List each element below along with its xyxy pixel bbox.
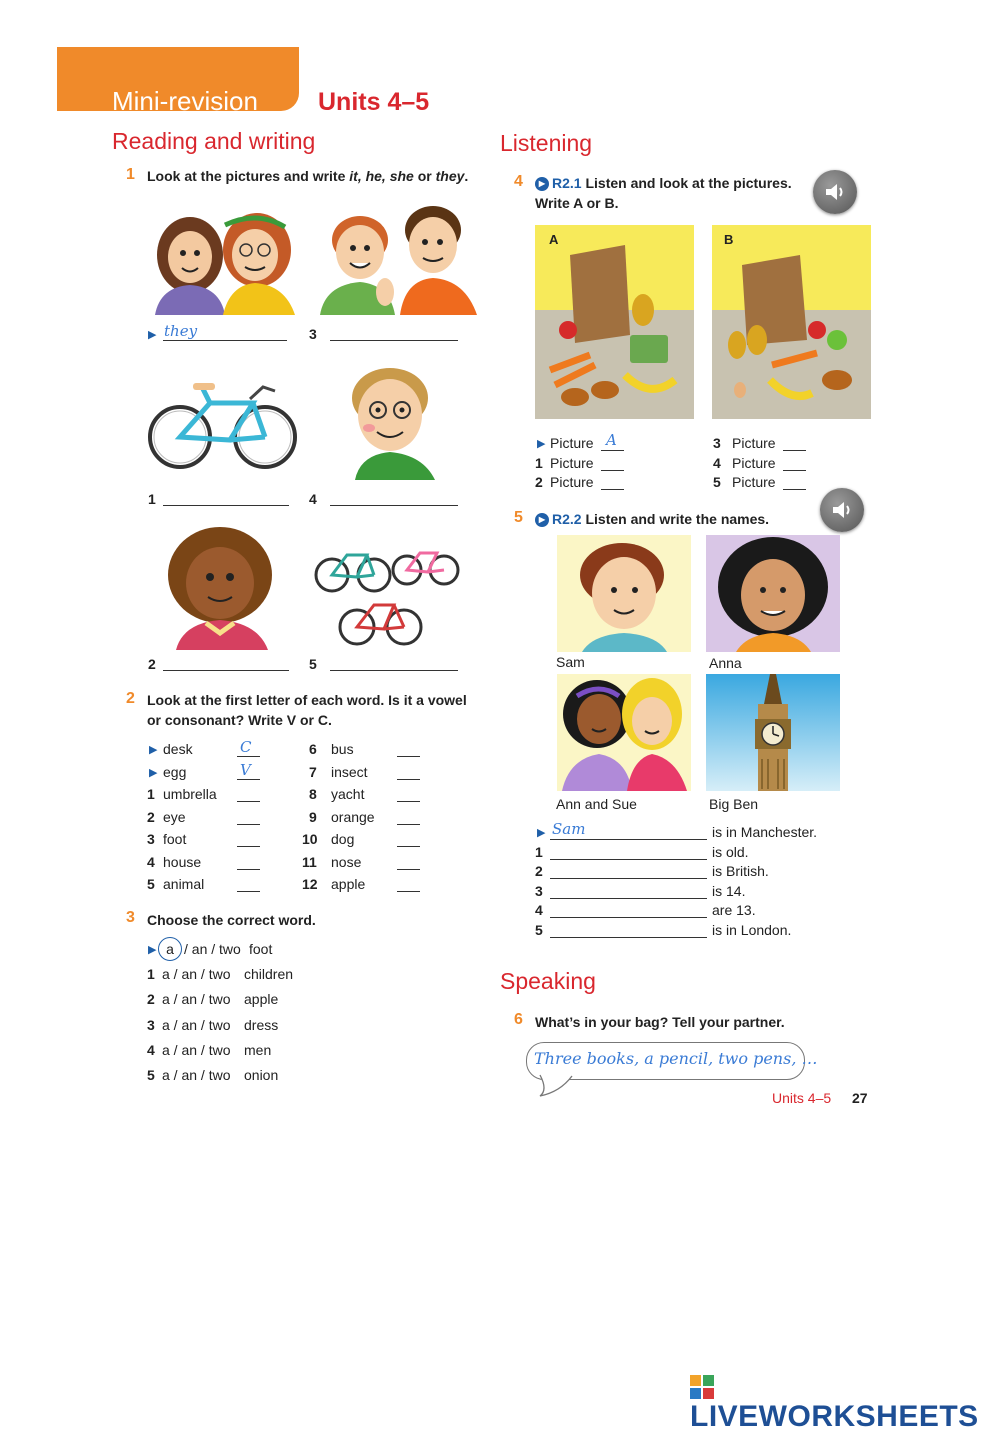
ex3-noun: children <box>244 966 294 983</box>
caption-sam: Sam <box>556 654 585 670</box>
audio-track-icon: ▶ <box>535 177 549 191</box>
ex4-answer-line[interactable] <box>601 450 624 451</box>
ex5-sentence-end: is in Manchester. <box>712 824 818 840</box>
ex2-word: house <box>163 853 202 870</box>
ex3-item-number: 4 <box>147 1041 155 1058</box>
ex2-item-number: 5 <box>147 876 155 892</box>
ex2-answer: C <box>240 738 252 756</box>
ex1-label-3: 3 <box>309 326 317 342</box>
page-number: 27 <box>852 1090 868 1106</box>
liveworksheets-logo <box>690 1374 1000 1434</box>
ex2-answer-line[interactable] <box>237 801 260 802</box>
ex2-item-number: 6 <box>309 741 317 757</box>
ex5-instruction: ▶ R2.2 Listen and write the names. <box>535 511 769 527</box>
boy-glasses-picture <box>335 360 445 480</box>
ex3-choices[interactable]: a / an / two <box>162 1041 231 1058</box>
anna-picture <box>706 535 840 652</box>
ex4-instruction-line2: Write A or B. <box>535 195 619 211</box>
ex2-item-number: 10 <box>302 831 318 847</box>
speaker-icon <box>830 499 854 521</box>
ex2-item-number: 12 <box>302 876 318 892</box>
speaking-section-title: Speaking <box>500 968 596 994</box>
ex2-word: foot <box>163 831 187 847</box>
ex2-answer-line[interactable] <box>237 824 260 825</box>
example-arrow-icon: ▶ <box>149 766 158 779</box>
ex1-answer-3[interactable] <box>330 340 458 341</box>
ex4-answer-line[interactable] <box>783 470 806 471</box>
two-boys-picture <box>315 200 480 315</box>
ex3-item-number: 3 <box>147 1016 155 1033</box>
ex4-answer-line[interactable] <box>601 470 624 471</box>
reading-section-title: Reading and writing <box>112 128 316 154</box>
ex4-item-number: 3 <box>713 435 721 451</box>
ex1-example-row <box>148 325 156 343</box>
caption-anna: Anna <box>709 655 742 671</box>
ex3-choices[interactable]: a / an / two <box>162 991 231 1008</box>
ex2-answer-line[interactable] <box>237 846 260 847</box>
ex5-answer-line[interactable] <box>550 878 707 879</box>
example-arrow-icon: ▶ <box>537 827 546 839</box>
units-title: Units 4–5 <box>318 88 430 116</box>
ex4-answer-line[interactable] <box>783 489 806 490</box>
ex2-item-number: 11 <box>302 853 317 870</box>
ex2-word: desk <box>163 741 193 757</box>
speaker-icon <box>823 181 847 203</box>
ex3-instruction: Choose the correct word. <box>147 912 316 928</box>
shopping-picture-a <box>535 225 694 419</box>
ex2-answer-line[interactable] <box>397 824 420 825</box>
ex3-choices: / an / two <box>184 941 241 957</box>
caption-ann-and-sue: Ann and Sue <box>556 796 637 812</box>
ex2-answer-line[interactable] <box>397 846 420 847</box>
ex1-label-1: 1 <box>148 491 156 507</box>
ex5-number: 5 <box>514 509 523 526</box>
ex5-answer: Sam <box>552 820 586 838</box>
sam-picture <box>557 535 691 652</box>
audio-play-button-ex5[interactable] <box>820 488 864 532</box>
circled-answer: a <box>158 937 182 961</box>
ex2-item-number: 9 <box>309 808 317 825</box>
audio-play-button-ex4[interactable] <box>813 170 857 214</box>
ex2-instruction-line2: or consonant? Write V or C. <box>147 712 332 728</box>
ex2-answer: V <box>240 760 251 779</box>
ex2-item-number: 8 <box>309 786 317 802</box>
ex6-number: 6 <box>514 1011 523 1028</box>
ex3-choices[interactable]: a / an / two <box>162 1067 231 1083</box>
picture-a-label: A <box>549 232 559 247</box>
ann-and-sue-picture <box>557 674 691 791</box>
ex1-label-2: 2 <box>148 656 156 672</box>
ex4-picture-label: Picture <box>550 474 594 490</box>
banner-title: Mini-revision <box>112 86 258 116</box>
ex3-choices[interactable]: a / an / two <box>162 966 231 983</box>
ex4-picture-label: Picture <box>550 454 594 471</box>
example-arrow-icon: ▶ <box>537 438 546 450</box>
ex5-sentence-end: is British. <box>712 863 769 880</box>
ex2-answer-line[interactable] <box>397 756 420 757</box>
three-bikes-picture <box>312 535 462 650</box>
ex2-number: 2 <box>126 690 135 707</box>
ex2-answer-line[interactable] <box>237 869 260 870</box>
ex3-choices[interactable]: a / an / two <box>162 1016 231 1033</box>
ex2-word: insect <box>331 763 368 780</box>
ex2-item-number: 1 <box>147 786 155 802</box>
ex4-picture-label: Picture <box>732 474 776 490</box>
ex5-item-number: 2 <box>535 863 543 880</box>
ex5-sentence-end: is old. <box>712 843 749 860</box>
ex2-word: dog <box>331 831 355 847</box>
ex2-word: apple <box>331 876 366 892</box>
ex3-item-number: 2 <box>147 991 155 1008</box>
ex3-item-number: 5 <box>147 1067 155 1083</box>
ex2-answer-line[interactable] <box>237 779 260 780</box>
speech-bubble-text: Three books, a pencil, two pens, … <box>534 1049 818 1068</box>
ex5-answer-line[interactable] <box>550 937 707 938</box>
audio-track-icon: ▶ <box>535 513 549 527</box>
example-arrow-icon: ▶ <box>148 329 157 341</box>
ex3-noun: dress <box>244 1016 279 1033</box>
ex1-example-answer: they <box>164 322 198 340</box>
liveworksheets-logo-icon <box>690 1374 716 1400</box>
ex4-picture-label: Picture <box>732 454 776 471</box>
ex5-sentence-end: is 14. <box>712 882 746 899</box>
ex2-item-number: 4 <box>147 853 155 870</box>
ex2-answer-line[interactable] <box>397 801 420 802</box>
ex2-word: nose <box>331 853 362 870</box>
ex3-noun: men <box>244 1041 272 1058</box>
shopping-picture-b <box>712 225 871 419</box>
speech-bubble-tail <box>538 1074 578 1098</box>
ex3-noun: apple <box>244 991 279 1008</box>
ex2-word: yacht <box>331 786 365 802</box>
ex2-answer-line[interactable] <box>237 891 260 892</box>
ex2-answer-line[interactable] <box>237 756 260 757</box>
example-arrow-icon: ▶ <box>149 744 158 756</box>
ex2-item-number: 7 <box>309 763 317 780</box>
liveworksheets-logo-text: LIVEWORKSHEETS <box>690 1400 979 1433</box>
ex5-item-number: 5 <box>535 922 543 938</box>
ex1-example-line <box>163 340 287 341</box>
ex1-answer-5[interactable] <box>330 670 458 671</box>
ex4-item-number: 2 <box>535 474 543 490</box>
ex2-word: eye <box>163 808 186 825</box>
ex2-word: animal <box>163 876 205 892</box>
curly-girl-picture <box>158 525 283 650</box>
ex4-instruction-line1: ▶ R2.1 Listen and look at the pictures. <box>535 175 792 191</box>
ex3-number: 3 <box>126 909 135 926</box>
ex3-item-number: 1 <box>147 966 155 983</box>
ex4-item-number: 4 <box>713 454 721 471</box>
listening-section-title: Listening <box>500 130 593 156</box>
ex5-item-number: 4 <box>535 902 543 919</box>
ex4-picture-label: Picture <box>732 435 776 451</box>
ex5-item-number: 1 <box>535 843 543 860</box>
ex5-answer-line[interactable] <box>550 898 707 899</box>
ex1-answer-4[interactable] <box>330 505 458 506</box>
ex2-item-number: 2 <box>147 808 155 825</box>
ex5-sentence-end: are 13. <box>712 902 756 919</box>
ex1-label-5: 5 <box>309 656 317 672</box>
bicycle-picture <box>145 375 300 475</box>
ex6-instruction: What’s in your bag? Tell your partner. <box>535 1014 785 1030</box>
ex4-item-number: 1 <box>535 454 543 471</box>
ex3-noun: foot <box>249 941 273 957</box>
ex4-picture-label: Picture <box>550 435 594 451</box>
ex2-word: bus <box>331 741 354 757</box>
example-arrow-icon: ▶ <box>148 944 157 956</box>
ex5-answer-line[interactable] <box>550 859 707 860</box>
ex1-number: 1 <box>126 166 135 183</box>
ex1-instruction: Look at the pictures and write it, he, she or they. <box>147 168 469 184</box>
ex1-answer-2[interactable] <box>163 670 289 671</box>
ex5-answer-line[interactable] <box>550 839 707 840</box>
ex4-answer-line[interactable] <box>601 489 624 490</box>
ex1-label-4: 4 <box>309 491 317 507</box>
ex2-word: orange <box>331 808 375 825</box>
ex4-item-number: 5 <box>713 474 721 490</box>
ex2-word: egg <box>163 763 187 780</box>
picture-b-label: B <box>724 232 734 247</box>
ex2-word: umbrella <box>163 786 217 802</box>
ex1-answer-1[interactable] <box>163 505 289 506</box>
ex4-answer-line[interactable] <box>783 450 806 451</box>
ex2-instruction-line1: Look at the first letter of each word. Is it a vowel <box>147 692 467 708</box>
big-ben-picture <box>706 674 840 791</box>
ex2-answer-line[interactable] <box>397 869 420 870</box>
ex4-number: 4 <box>514 173 523 190</box>
ex2-item-number: 3 <box>147 831 155 847</box>
ex2-answer-line[interactable] <box>397 891 420 892</box>
ex4-answer: A <box>606 431 617 449</box>
ex5-item-number: 3 <box>535 882 543 899</box>
caption-big-ben: Big Ben <box>709 796 759 812</box>
ex3-noun: onion <box>244 1067 279 1083</box>
two-girls-picture <box>145 205 300 315</box>
footer-units: Units 4–5 <box>772 1090 832 1106</box>
ex5-sentence-end: is in London. <box>712 922 792 938</box>
ex2-answer-line[interactable] <box>397 779 420 780</box>
ex5-answer-line[interactable] <box>550 917 707 918</box>
